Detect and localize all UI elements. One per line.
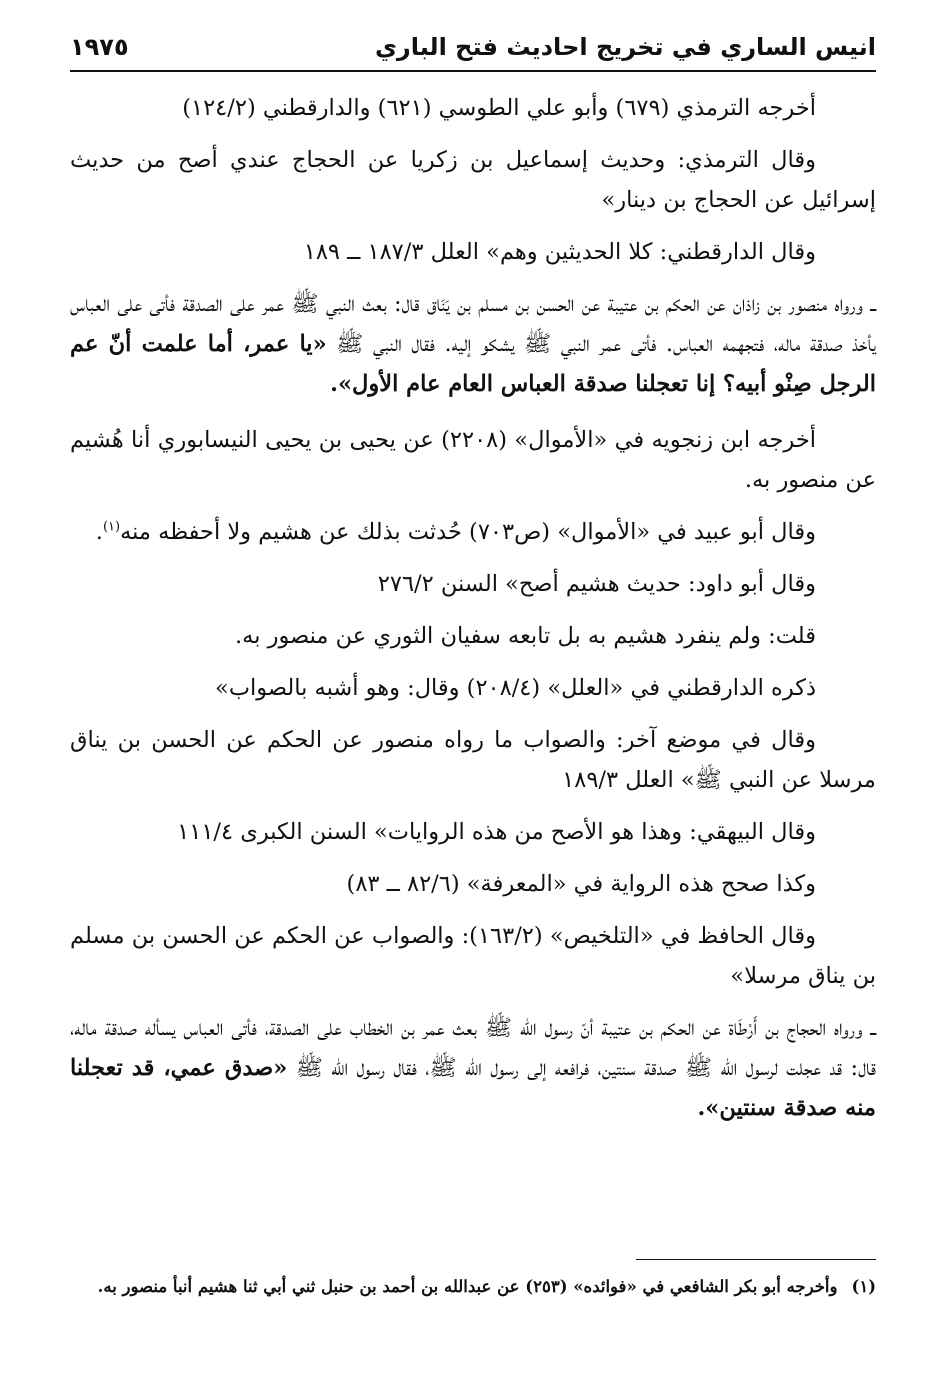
book-title: انيس الساري في تخريج احاديث فتح الباري	[374, 33, 876, 61]
paragraph-tirmidhi-comment	[70, 140, 876, 220]
footnote-text: وأخرجه أبو بكر الشافعي في «فوائده» (٢٥٣) عن عبدالله بن أحمد بن حنبل ثني أبي ثنا هشيم أنبأ منصور به.	[97, 1277, 838, 1296]
paragraph-text: وقال الدارقطني: كلا الحديثين وهم» العلل ١٨٧/٣ ــ ١٨٩	[303, 239, 816, 265]
paragraph-text: قلت: ولم ينفرد هشيم به بل تابعه سفيان الثوري عن منصور به.	[234, 623, 816, 649]
paragraph-marifa	[70, 864, 876, 904]
paragraph-ibn-zanjawayh	[70, 420, 876, 500]
footnote	[70, 1272, 876, 1302]
running-header	[70, 28, 876, 70]
header-divider	[70, 70, 876, 72]
paragraph-mawdi-akhar	[70, 720, 876, 800]
hadith-text: «يا عمر، أما علمت أنّ عم الرجل صِنْو أبيه؟ إنا تعجلنا صدقة العباس العام عام الأول».	[70, 331, 876, 397]
paragraph-text: وقال أبو عبيد في «الأموال» (ص٧٠٣) حُدثت بذلك عن هشيم ولا أحفظه منه	[120, 519, 816, 545]
paragraph-text: أخرجه ابن زنجويه في «الأموال» (٢٢٠٨) عن يحيى بن يحيى النيسابوري أنا هُشيم عن منصور به.	[70, 427, 876, 493]
paragraph-text: .	[95, 519, 103, 545]
paragraph-text: وكذا صحح هذه الرواية في «المعرفة» (٨٢/٦ ــ ٨٣)	[346, 871, 816, 897]
paragraph-qultu	[70, 616, 876, 656]
paragraph-text: وقال الحافظ في «التلخيص» (١٦٣/٢): والصواب عن الحكم عن الحسن بن مسلم بن يناق مرسلا»	[70, 923, 876, 989]
page-number: ١٩٧٥	[70, 33, 129, 61]
paragraph-hajjaj-narration	[70, 1008, 876, 1128]
paragraph-abu-ubayd	[70, 512, 876, 552]
footnote-divider	[636, 1259, 876, 1260]
footnote-number: (١)	[851, 1277, 876, 1296]
paragraph-text: ــ ورواه منصور بن زاذان عن الحكم بن عتيبة عن الحسن بن مسلم بن يَنَاق قال: بعث النبي ﷺ عمر على الصدقة فأتى على العباس يأخذ صدقة ماله، فتجهمه العباس. فأتى عمر النبي ﷺ يشكو إليه. فقال النبي ﷺ	[70, 291, 876, 357]
paragraph-daraqutni-comment	[70, 232, 876, 272]
hadith-text: «صدق عمي، قد تعجلنا منه صدقة سنتين».	[70, 1055, 876, 1121]
main-text	[70, 88, 876, 1144]
paragraph-text: وقال أبو داود: حديث هشيم أصح» السنن ٢٧٦/٢	[377, 571, 816, 597]
paragraph-bayhaqi	[70, 812, 876, 852]
paragraph-text: أخرجه الترمذي (٦٧٩) وأبو علي الطوسي (٦٢١) والدارقطني (١٢٤/٢)	[182, 95, 816, 121]
paragraph-takhrij-tirmidhi	[70, 88, 876, 128]
paragraph-text: وقال الترمذي: وحديث إسماعيل بن زكريا عن الحجاج عندي أصح من حديث إسرائيل عن الحجاج بن دينار»	[70, 147, 876, 213]
paragraph-text: ــ ورواه الحجاج بن أَرْطَاة عن الحكم بن عتيبة أنّ رسول الله ﷺ بعث عمر بن الخطاب على الصدقة، فأتى العباس يسأله صدقة ماله، قال: قد عجلت لرسول الله ﷺ صدقة سنتين، فرافعه إلى رسول الله ﷺ، فقال رسول الله ﷺ	[70, 1015, 876, 1081]
paragraph-mansur-narration	[70, 284, 876, 404]
paragraph-abu-dawud	[70, 564, 876, 604]
paragraph-text: وقال البيهقي: وهذا هو الأصح من هذه الروايات» السنن الكبرى ١١١/٤	[177, 819, 816, 845]
footnote-marker: (١)	[102, 519, 121, 535]
paragraph-text: وقال في موضع آخر: والصواب ما رواه منصور عن الحكم عن الحسن بن يناق مرسلا عن النبي ﷺ» العلل ١٨٩/٣	[70, 727, 876, 793]
paragraph-daraqutni-ilal	[70, 668, 876, 708]
paragraph-text: ذكره الدارقطني في «العلل» (٢٠٨/٤) وقال: وهو أشبه بالصواب»	[215, 675, 816, 701]
paragraph-hafiz-talkhis	[70, 916, 876, 996]
